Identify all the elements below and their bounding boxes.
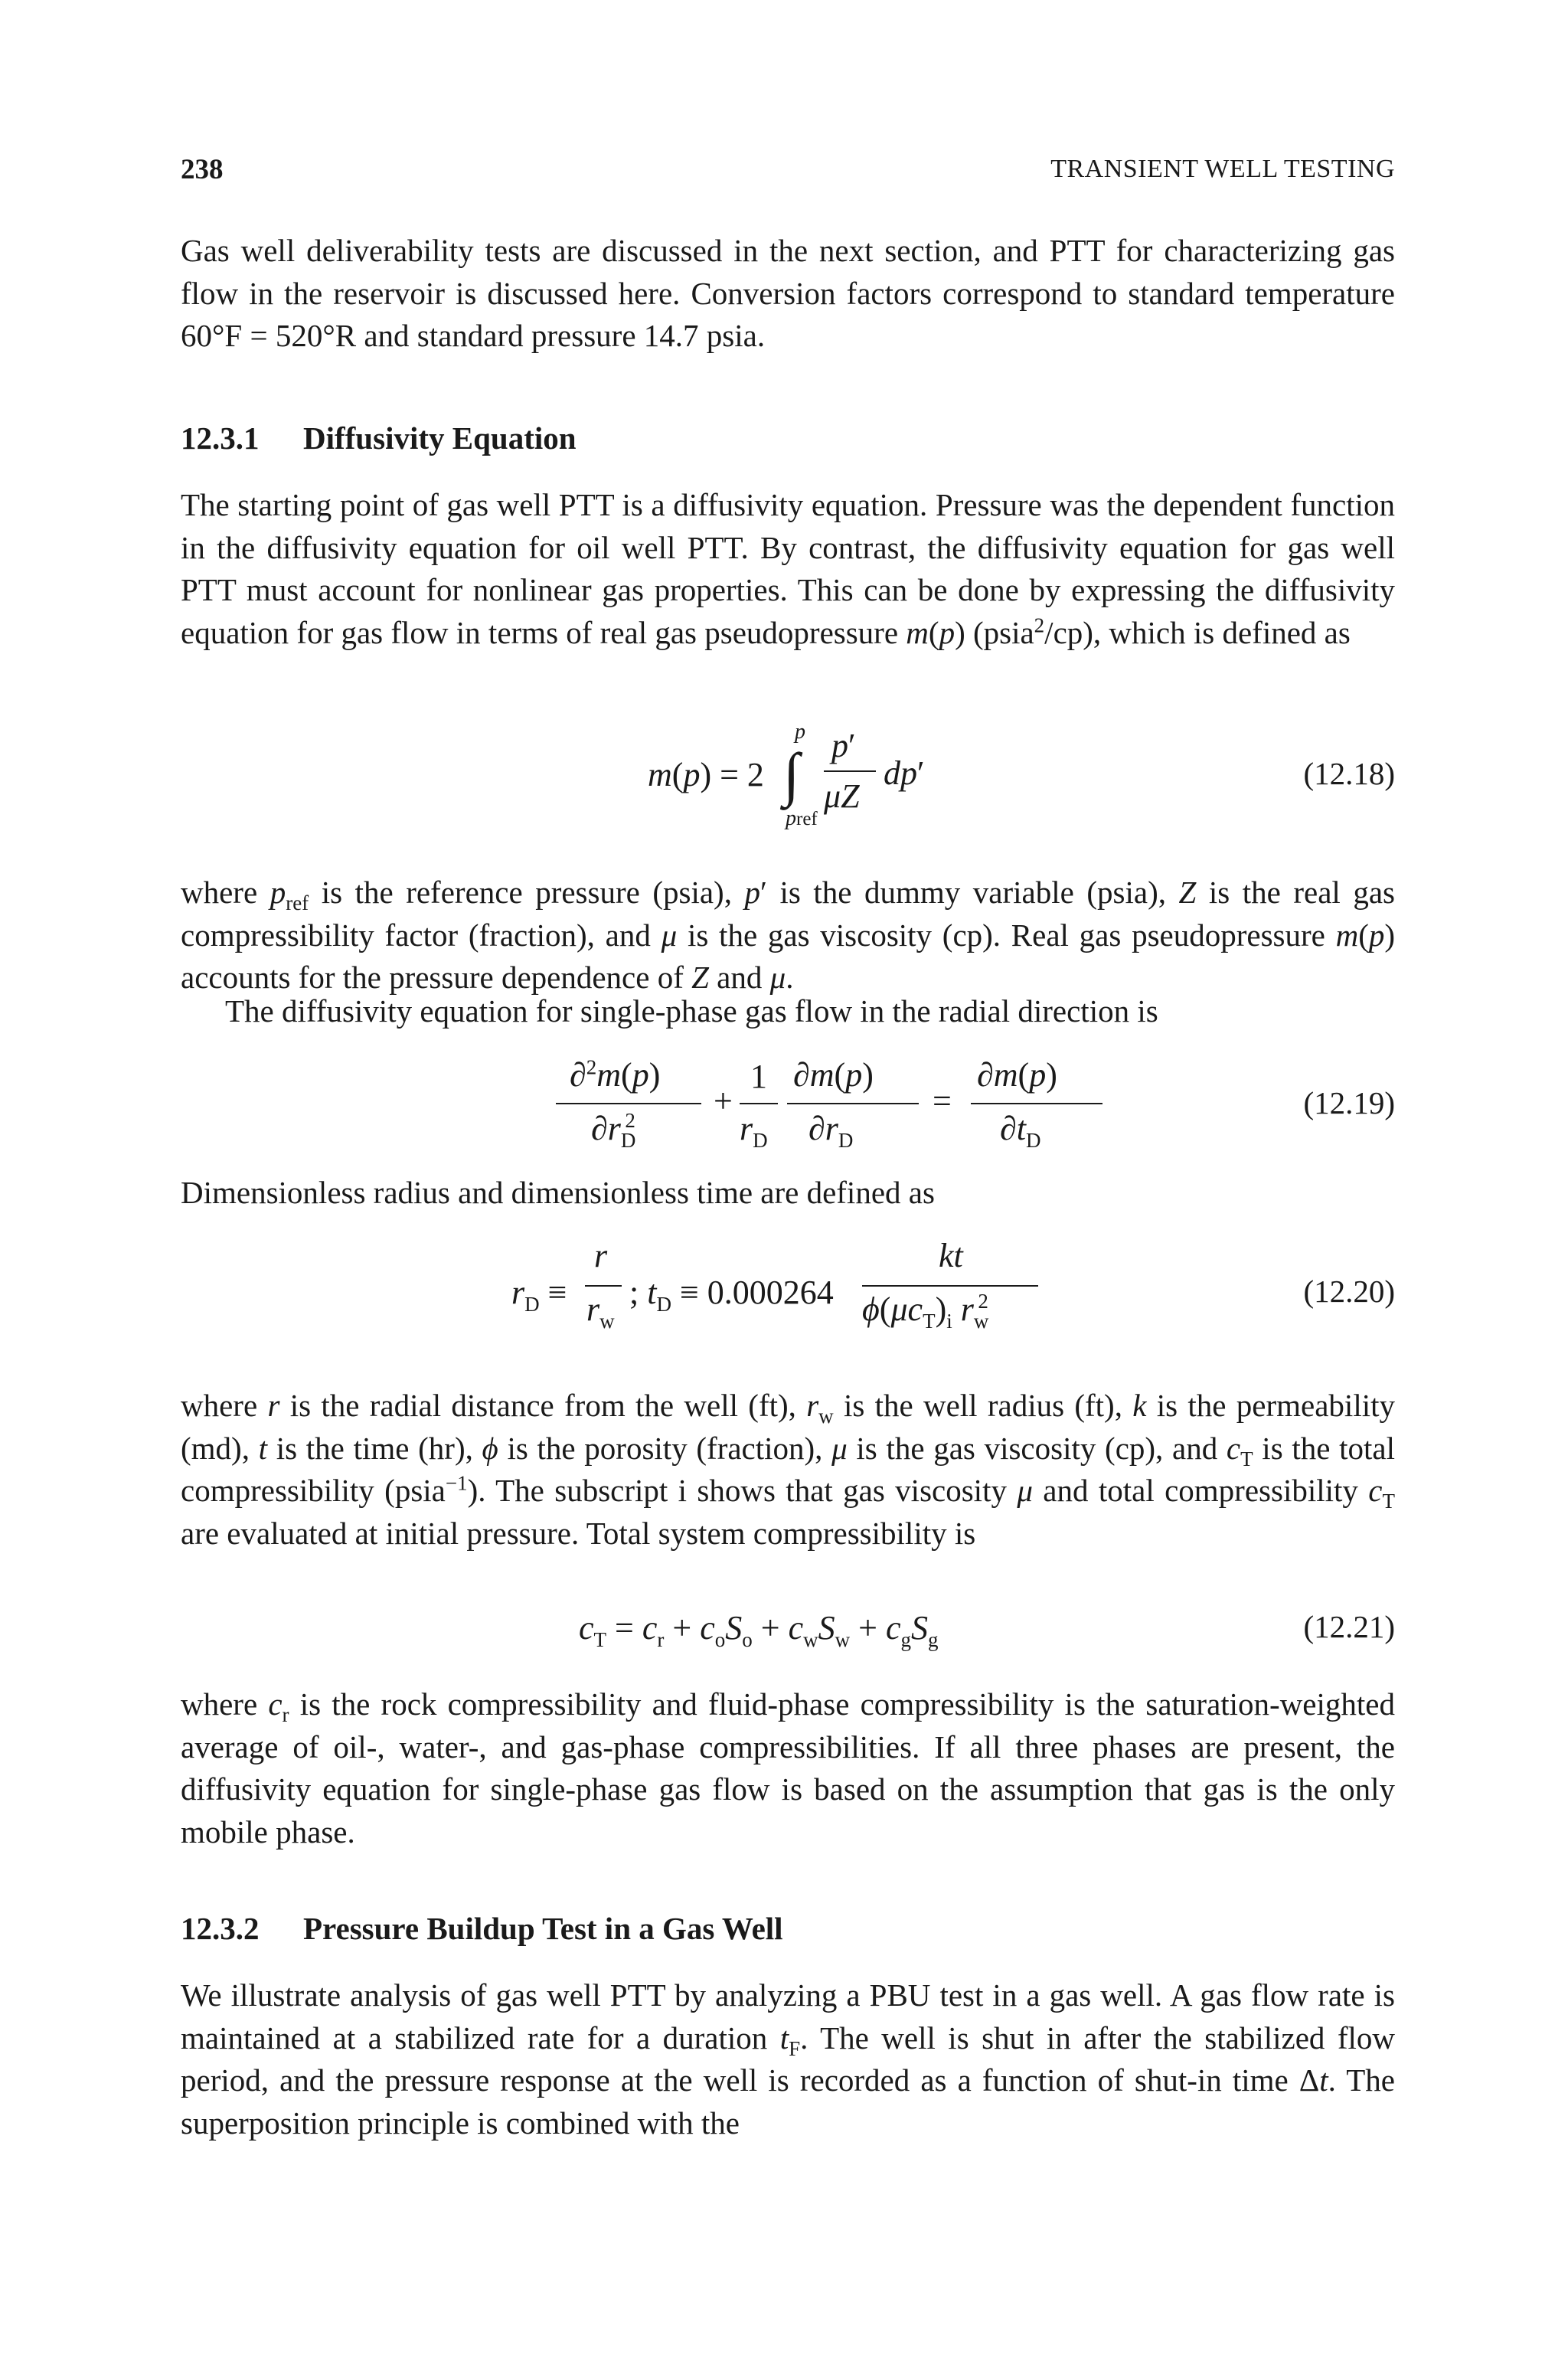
paragraph-variable-definitions: where r is the radial distance from the well (ft), $r_w$ is the well radius (ft), k is the permeability (md), t is the time (hr), ϕ is the porosity (fraction), μ is the gas viscosity (cp), and $c_T$ is the total compressibility (psia$^{-1}$). The subscript i shows that gas viscosity μ and total compressibility $c_T$ are evaluated at initial pressure. Total system compressibility is bbox=[181, 1388, 1395, 1551]
paragraph-pbu-test: We illustrate analysis of gas well PTT by analyzing a PBU test in a gas well. A gas flow rate is maintained at a stabilized rate for a duration $t_F$. The well is shut in after the stabilized flow period, and the pressure response at the well is recorded as a function of shut-in time Δt. The superposition principle is combined with the bbox=[181, 1977, 1395, 2141]
paragraph-text: is the dummy variable (psia), bbox=[766, 875, 1179, 910]
paragraph-text: . The well is shut in after the stabilized flow period, and the pressure response at the well is recorded as a function of shut-in time bbox=[181, 2020, 1395, 2098]
equation-12-20: $r_D$ ≡ r $r_w$ ; $t_D \equiv 0.000264$ kt $\phi(\mu c_T)_i$ $r_w^2$ (12.20) bbox=[511, 1237, 1395, 1333]
paragraph-compressibility: where $c_r$ is the rock compressibility and fluid-phase compressibility is the saturation-weighted average of oil-, water-, and gas-phase compressibilities. If all three phases are present, the diffusivity equation for single-phase gas flow is based on the assumption that gas is the only mobile phase. bbox=[181, 1686, 1395, 1850]
paragraph-text: is the permeability (md), bbox=[181, 1388, 1395, 1466]
paragraph-text: We illustrate analysis of gas well PTT by analyzing a PBU test in a gas well. A gas flow rate is maintained at a stabilized rate for a duration bbox=[181, 1977, 1395, 2056]
running-head bbox=[181, 153, 1395, 191]
paragraph-text: is the rock compressibility and fluid-phase compressibility is the saturation-weighted average of oil-, water-, and gas-phase compressibilities. If all three phases are present, the diffusivity equation for single-phase gas flow is based on the assumption that gas is the only mobile phase. bbox=[181, 1686, 1395, 1850]
section-heading-pressure-buildup bbox=[181, 1910, 783, 1947]
equation-number: (12.21) bbox=[1303, 1609, 1395, 1644]
paragraph-text: is the gas viscosity (cp). Real gas pseudopressure bbox=[677, 917, 1336, 953]
section-heading-diffusivity bbox=[181, 420, 577, 456]
equation-number: (12.20) bbox=[1303, 1274, 1395, 1309]
paragraph-text: is the real gas compressibility factor (fraction), and bbox=[181, 875, 1395, 953]
intro-paragraph: Gas well deliverability tests are discussed in the next section, and PTT for characterizing gas flow in the reservoir is discussed here. Conversion factors correspond to standard temperature 60°F = 520°R and standard pressure 14.7 psia. bbox=[181, 233, 1395, 353]
section-title: Pressure Buildup Test in a Gas Well bbox=[303, 1911, 783, 1946]
equation-12-21: $c_T = c_r + c_oS_o + c_wS_w + c_gS_g$ (12.21) bbox=[579, 1609, 1395, 1651]
section-number: 12.3.1 bbox=[181, 420, 260, 456]
paragraph-text: is the reference pressure (psia), bbox=[309, 875, 745, 910]
paragraph-text: is the total compressibility (psia bbox=[181, 1430, 1395, 1508]
paragraph-text: The starting point of gas well PTT is a diffusivity equation. Pressure was the dependent function in the diffusivity equation for oil well PTT. By contrast, the diffusivity equation for gas well PTT must account for nonlinear gas properties. This can be done by expressing the diffusivity equation for gas flow in terms of real gas pseudopressure bbox=[181, 487, 1395, 650]
paragraph-text: is the time (hr), bbox=[267, 1430, 482, 1466]
paragraph-text: is the well radius (ft), bbox=[833, 1388, 1133, 1423]
paragraph-dimensionless-variables: Dimensionless radius and dimensionless time are defined as bbox=[181, 1175, 935, 1210]
paragraph-text: . The superposition principle is combined with the bbox=[181, 2062, 1395, 2141]
section-title: Diffusivity Equation bbox=[303, 420, 577, 456]
equation-12-19: ∂$^2$m(p) $\partial r_D^2$ + 1 $r_D$ ∂m(p) $\partial r_D$ = ∂m(p) $\partial t_D$ (12.19) bbox=[181, 1048, 1395, 1170]
paragraph-text: accounts for the pressure dependence of bbox=[181, 960, 692, 995]
paragraph-text: is the gas viscosity (cp), and bbox=[847, 1430, 1227, 1466]
page bbox=[181, 0, 1395, 2368]
paragraph-radial-diffusivity: The diffusivity equation for single-phase gas flow in the radial direction is bbox=[225, 993, 1158, 1029]
paragraph-text: are evaluated at initial pressure. Total system compressibility is bbox=[181, 1515, 976, 1551]
paragraph-pseudopressure-definition: where $p_{ref}$ is the reference pressure (psia), p′ is the dummy variable (psia), Z is the real gas compressibility factor (fraction), and μ is the gas viscosity (cp). Real gas pseudopressure m(p) accounts for the pressure dependence of Z and μ. bbox=[181, 875, 1396, 995]
equation-12-18: m(p) = 2 ∫ p pref p′ μZ dp′ (12.18) bbox=[648, 720, 1395, 830]
paragraph-text: and total compressibility bbox=[1032, 1473, 1369, 1508]
paragraph-diffusivity-intro: The starting point of gas well PTT is a diffusivity equation. Pressure was the dependent function in the diffusivity equation for oil well PTT. By contrast, the diffusivity equation for gas well PTT must account for nonlinear gas properties. This can be done by expressing the diffusivity equation for gas flow in terms of real gas pseudopressure m(p) (psia$^2$/cp), which is defined as bbox=[181, 487, 1395, 650]
paragraph-text: ). The subscript i shows that gas viscosity bbox=[467, 1473, 1018, 1508]
equation-number: (12.19) bbox=[1303, 1085, 1395, 1120]
equation-number: (12.18) bbox=[1303, 756, 1395, 791]
paragraph-text: is the porosity (fraction), bbox=[498, 1430, 832, 1466]
paragraph-text: , which is defined as bbox=[1093, 614, 1351, 650]
page-number: 238 bbox=[181, 154, 224, 185]
paragraph-text: is the radial distance from the well (ft), bbox=[279, 1388, 807, 1423]
running-title: TRANSIENT WELL TESTING bbox=[1050, 155, 1395, 183]
section-number: 12.3.2 bbox=[181, 1911, 260, 1946]
